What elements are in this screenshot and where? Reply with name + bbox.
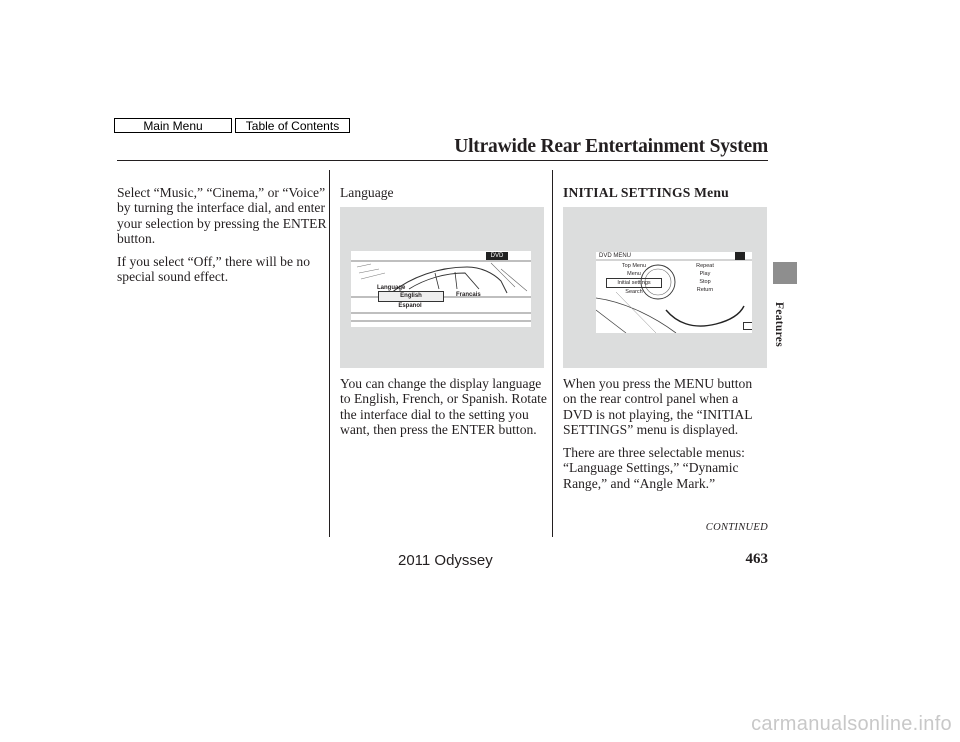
menu-item-return[interactable]: Return	[696, 287, 714, 293]
page-number: 463	[745, 551, 768, 567]
table-of-contents-button[interactable]: Table of Contents	[235, 118, 350, 133]
language-figure	[340, 207, 544, 368]
menu-item-repeat[interactable]: Repeat	[696, 263, 714, 269]
watermark: carmanualsonline.info	[751, 713, 952, 735]
menu-item-search[interactable]: Search	[625, 289, 643, 295]
initial-settings-figure	[563, 207, 767, 368]
initial-settings-paragraph-2: There are three selectable menus: “Language Settings,” “Dynamic Range,” and “Angle Mark.”	[563, 445, 745, 491]
section-tab-label: Features	[773, 302, 785, 347]
language-heading: Language	[340, 185, 394, 200]
column-divider-right	[552, 170, 553, 537]
dvd-menu-title: DVD MENU	[599, 253, 632, 259]
menu-item-play[interactable]: Play	[699, 271, 711, 277]
stop-indicator-icon	[743, 322, 752, 330]
language-option-espanol[interactable]: Espanol	[398, 303, 422, 309]
dvd-badge: DVD	[486, 252, 508, 260]
language-option-francais[interactable]: Francais	[456, 292, 481, 298]
menu-corner-icon	[735, 252, 745, 260]
column-divider-left	[329, 170, 330, 537]
header-rule	[117, 160, 768, 161]
language-body: You can change the display language to English, French, or Spanish. Rotate the interface dial to the setting you want, then press the ENTER button.	[340, 376, 547, 437]
model-label: 2011 Odyssey	[398, 552, 493, 569]
menu-item-initial-settings[interactable]: Initial settings	[606, 278, 662, 288]
section-tab-marker	[773, 262, 797, 284]
main-menu-button[interactable]: Main Menu	[114, 118, 232, 133]
language-option-english[interactable]: English	[378, 291, 444, 302]
initial-settings-heading: INITIAL SETTINGS Menu	[563, 185, 729, 200]
initial-settings-paragraph-1: When you press the MENU button on the rear control panel when a DVD is not playing, the “INITIAL SETTINGS” menu is displayed.	[563, 376, 753, 437]
language-option-label: Language	[377, 285, 406, 291]
menu-item-top-menu[interactable]: Top Menu	[621, 263, 647, 269]
menu-item-menu[interactable]: Menu	[627, 271, 641, 277]
left-paragraph-2: If you select “Off,” there will be no special sound effect.	[117, 254, 311, 285]
menu-item-stop[interactable]: Stop	[699, 279, 711, 285]
page-title: Ultrawide Rear Entertainment System	[454, 136, 768, 157]
language-screen	[351, 251, 531, 327]
initial-settings-screen	[596, 252, 752, 333]
left-paragraph-1: Select “Music,” “Cinema,” or “Voice” by turning the interface dial, and enter your selection by pressing the ENTER button.	[117, 185, 327, 246]
continued-label: CONTINUED	[705, 522, 768, 533]
